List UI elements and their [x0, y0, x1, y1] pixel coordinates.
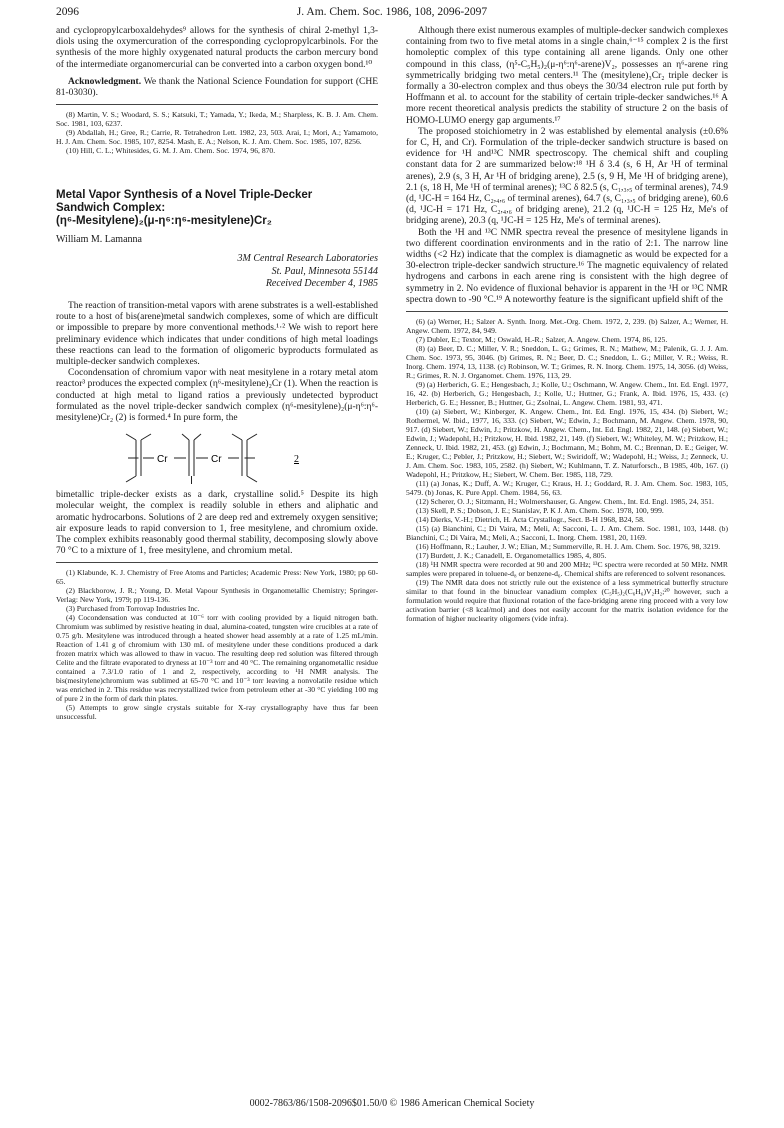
footnote: (5) Attempts to grow single crystals suitable for X-ray crystallography have thus far been unsuccessful.: [56, 703, 378, 722]
title-line: Metal Vapor Synthesis of a Novel Triple-Decker: [56, 189, 313, 202]
triple-decker-structure-drawing: [116, 430, 336, 486]
page-number: 2096: [56, 6, 79, 18]
ack-text: We thank the National Science Foundation for support (CHE 81-03030).: [56, 76, 378, 99]
received-date: Received December 4, 1985: [265, 278, 378, 290]
journal-line: J. Am. Chem. Soc. 1986, 108, 2096-2097: [296, 6, 488, 18]
footnote: (15) (a) Bianchini, C.; Di Vaira, M.; Meli, A; Sacconi, L. J. Am. Chem. Soc. 1981, 103, 1448. (b) Bianchini, C.; Di Vaira, M.; Meli, A.; Sacconi, L. Inorg. Chem. 1981, 20, 1169.: [406, 524, 728, 543]
body-paragraph: The proposed stoichiometry in 2 was established by elemental analysis (±0.6% for C, H, and Cr). Formulation of the triple-decker sandwich structure is based on evidence for ¹H and¹³C NMR spectroscopy. The chemical shift and coupling constant data for 2 are summarized below:¹⁸ ¹H δ 3.4 (s, 6 H, Ar ¹H of terminal arenes), 2.9 (s, 3 H, Ar ¹H of bridging arene), 2.5 (s, 9 H, Me ¹H of bridging arene), 2.1 (s, 18 H, Me ¹H of terminal arenes); ¹³C δ 82.5 (s, C₁,₃,₅ of terminal arenes), 74.9 (d, ¹JC-H = 164 Hz, C₂,₄,₆ of terminal arenes), 64.7 (s, C₁,₃,₅ of bridging arene), 60.6 (d, ¹JC-H = 171 Hz, C₂,₄,₆ of bridging arene), 21.2 (q, ¹JC-H = 125 Hz, Me's of bridging arene), 20.3 (q, ¹JC-H = 125 Hz, Me's of terminal arenes).: [406, 126, 728, 227]
footnotes-bottom: [56, 568, 378, 721]
footnote: (11) (a) Jonas, K.; Duff, A. W.; Kruger, C.; Kraus, H. J.; Goddard, R. J. Am. Chem. Soc. 1983, 105, 5479. (b) Jonas, K. Pure Appl. Chem. 1984, 56, 63.: [406, 479, 728, 498]
chemical-structure: [56, 430, 378, 486]
footnote-rule: [56, 104, 378, 105]
footnote-rule: [56, 562, 378, 563]
title-line: Sandwich Complex:: [56, 202, 166, 215]
author-name: William M. Lamanna: [56, 234, 142, 246]
footnote: (8) Martin, V. S.; Woodard, S. S.; Katsuki, T.; Yamada, Y.; Ikeda, M.; Sharpless, K. B. J. Am. Chem. Soc. 1981, 103, 6237.: [56, 110, 378, 129]
footnote: (8) (a) Beer, D. C.; Miller, V. R.; Sneddon, L. G.; Grimes, R. N.; Mathew, M.; Palenik, G. J. J. Am. Chem. Soc. 1973, 95, 3046. (b) Grimes, R. N.; Beer, D. C.; Sneddon, L. G.; Miller, V. R.; Weiss, R. Inorg. Chem. 1974, 13, 1138. (c) Robinson, W. T.; Grimes, R. N. Inorg. Chem. 1975, 14, 3056. (d) Weiss, R.; Grimes, R. N. J. Organomet. Chem. 1976, 113, 29.: [406, 344, 728, 381]
ack-heading: Acknowledgment.: [68, 76, 142, 87]
footnote: (2) Blackborow, J. R.; Young, D. Metal Vapour Synthesis in Organometallic Chemistry; Springer-Verlag: New York, 1979; pp 119-136.: [56, 586, 378, 605]
footnote: (10) Hill, C. L.; Whitesides, G. M. J. Am. Chem. Soc. 1974, 96, 870.: [66, 146, 276, 156]
footnote: (19) The NMR data does not strictly rule out the existence of a less symmetrical butterfly structure similar to that found in the binuclear vanadium complex (C₅H₅)₂(C₆H₆)V₂H₂;²⁰ however, such a formulation would require that fluxional rotation of the face-bridging arene ring proceed with a very low activation barrier (<8 kcal/mol) and does not easily account for the matrix isolation evidence for the formation of higher nuclearity oligomers (vide infra).: [406, 578, 728, 624]
right-column: [406, 26, 728, 623]
footnote: (9) (a) Herberich, G. E.; Hengesbach, J.; Kolle, U.; Oschmann, W. Angew. Chem., Int. Ed. Engl. 1977, 16, 42. (b) Herberich, G.; Hengesbach, J.; Kolle, U.; Huttner, G.; Frank, A. Ibid. 1976, 15, 433. (c) Herberich, G. E.; Hessner, B.; Huttner, G.; Zsolnai, L. Angew. Chem. 1981, 93, 471.: [406, 380, 728, 408]
footnote: (1) Klabunde, K. J. Chemistry of Free Atoms and Particles; Academic Press: New York, 1980; pp 60-65.: [56, 568, 378, 587]
footnote: (18) ¹H NMR spectra were recorded at 90 and 200 MHz; ¹³C spectra were recorded at 50 MHz. NMR samples were prepared in toluene-d₈ or benzene-d₆. Chemical shifts are referenced to solvent resonances.: [406, 560, 728, 579]
left-column: [56, 26, 378, 721]
compound-number-label: 2: [294, 454, 299, 466]
footnote: (14) Dierks, V.-H.; Dietrich, H. Acta Crystallogr., Sect. B-H 1968, B24, 58.: [416, 515, 645, 525]
footnote: (13) Skell, P. S.; Dobson, J. E.; Stanislav, P. K J. Am. Chem. Soc. 1978, 100, 999.: [416, 506, 664, 516]
footnote-rule: [406, 311, 728, 312]
article-title: [56, 189, 378, 228]
footnote: (12) Scherer, O. J.; Sitzmann, H.; Wolmershauser, G. Angew. Chem., Int. Ed. Engl. 1985, 24, 351.: [416, 497, 714, 507]
body-paragraph: The reaction of transition-metal vapors with arene substrates is a well-established route to a host of bis(arene)metal sandwich complexes, some of which are difficult or impossible to prepare by more conventional methods.¹·² We wish to report here preliminary evidence which indicates that under conditions of high metal loadings these reactions can lead to the formation of oligomeric byproducts formulated as multiple-decker sandwich complexes.: [56, 300, 378, 367]
page-header: [56, 6, 728, 22]
body-paragraph: bimetallic triple-decker exists as a dark, crystalline solid.⁵ Despite its high molecular weight, the complex is readily soluble in ethers and aliphatic and aromatic hydrocarbons. Solutions of 2 are deep red and extremely oxygen sensitive; air exposure leads to rapid conversion to 1, free mesitylene, and chromium oxide. The complex exhibits reasonably good thermal stability, decomposing slowly above 70 °C to a mixture of 1, free mesitylene, and chromium metal.: [56, 490, 378, 557]
body-paragraph: Cocondensation of chromium vapor with neat mesitylene in a rotary metal atom reactor³ produces the expected complex (η⁶-mesitylene)₂Cr (1). When the reaction is conducted at high metal to ligand ratios a previously undetected byproduct formulated as the novel triple-decker sandwich complex (η⁶-mesitylene)₂(μ-η⁶:η⁶-mesitylene)Cr₂ (2) is formed.⁴ In pure form, the: [56, 368, 378, 423]
footnote: (9) Abdallah, H.; Gree, R.; Carrie, R. Tetrahedron Lett. 1982, 23, 503. Arai, I.; Mori, A.; Yamamoto, H. J. Am. Chem. Soc. 1985, 107, 8254. Mash, E. A.; Nelson, K. J. Am. Chem. Soc. 1985, 107, 8256.: [56, 128, 378, 147]
footnote: (17) Burdett, J. K.; Canadell, E. Organometallics 1985, 4, 805.: [416, 551, 607, 561]
affiliation-line: 3M Central Research Laboratories: [237, 253, 378, 265]
title-line: (η⁶-Mesitylene)₂(μ-η⁶:η⁶-mesitylene)Cr₂: [56, 215, 272, 228]
footnote: (10) (a) Siebert, W.; Kinberger, K. Angew. Chem., Int. Ed. Engl. 1976, 15, 434. (b) Siebert, W.; Rothermel, W. Ibid., 1977, 16, 333. (c) Siebert, W.; Edwin, J.; Bochmann, M. Angew. Chem. 1978, 90, 917. (d) Siebert, W.; Edwin, J.; Pritzkow, H. Angew. Chem., Int. Ed. Engl. 1982, 21, 148. (e) Siebert, W.; Edwin, J.; Wadepohl, H.; Pritzkow, H. Ibid. 1982, 21, 149. (f) Siebert, W.; Whiteley, M. W.; Pritzkow, H.; Zenneck, U. Ibid. 1982, 21, 453. (g) Edwin, J.; Bochmann, M.; Bohm, M. C.; Brennan, D. E.; Geiger, W. E.; Kruger, C.; Pebler, J.; Pritzkow, H.; Siebert, W.; Swiridoff, W.; Wadepohl, H.; Weiss, J.; Zenneck, U. J. Am. Chem. Soc. 1983, 105, 2582. (h) Siebert, W.; Kuhlmann, T. Z. Naturforsch., B 1985, 40b, 167. (i) Wadepohl, H.; Pritzkow, H.; Siebert, W. Chem. Ber. 1985, 118, 729.: [406, 407, 728, 480]
footnote: (16) Hoffmann, R.; Lauher, J. W.; Elian, M.; Summerville, R. H. J. Am. Chem. Soc. 1976, 98, 3219.: [416, 542, 721, 552]
footnote: (6) (a) Werner, H.; Salzer A. Synth. Inorg. Met.-Org. Chem. 1972, 2, 239. (b) Salzer, A.; Werner, H. Angew. Chem. 1972, 84, 949.: [406, 317, 728, 336]
footnotes-right: [406, 317, 728, 623]
affiliation-line: St. Paul, Minnesota 55144: [271, 265, 378, 277]
footnotes-top: [56, 110, 378, 155]
continued-paragraph: and cyclopropylcarboxaldehydes⁹ allows for the synthesis of chiral 2-methyl 1,3-diols using the oxymercuration of the corresponding cyclopropylcarbinols. For the synthesis of the more highly oxygenated natural products the carbon mercury bond of the intermediate organomercurial can be converted into a carbon oxygen bond.¹⁰: [56, 26, 378, 70]
chromium-atom-label: Cr: [157, 454, 168, 466]
copyright-footer: 0002-7863/86/1508-2096$01.50/0 © 1986 American Chemical Society: [249, 1098, 535, 1109]
chromium-atom-label: Cr: [211, 454, 222, 466]
affiliation: [56, 253, 378, 291]
acknowledgment: [56, 77, 378, 99]
footnote: (3) Purchased from Torrovap Industries Inc.: [66, 604, 200, 614]
body-paragraph: Although there exist numerous examples of multiple-decker sandwich complexes containing from two to five metal atoms in a single chain,⁶⁻¹⁵ complex 2 is the first homoleptic complex of this type containing all arene ligands. Only one other compound in this class, (η⁵-C₅H₅)₂(μ-η⁶:η⁶-arene)V₂, possesses an η⁶-arene ring symmetrically bridging two metal centers.¹¹ The (mesitylene)₃Cr₂ triple decker is formally a 30-electron complex and thus obeys the 30/34 electron rule put forth by Hoffmann et al. to account for the stability of certain triple-decker sandwiches.¹⁶ A more recent theoretical analysis predicts the stability of structure 2 on the basis of HOMO-LUMO energy gap arguments.¹⁷: [406, 26, 728, 126]
body-paragraph: Both the ¹H and ¹³C NMR spectra reveal the presence of mesitylene ligands in two different coordination environments and in the ratio of 2:1. The narrow line widths (<2 Hz) indicate that the complex is diamagnetic as would be expected for a 30-electron triple-decker sandwich structure.¹⁶ The magnetic equivalency of related hydrogens and carbons in each arene ring is consistent with the high degree of symmetry in 2. No evidence of fluxional behavior is apparent in the ¹H or ¹³C NMR spectra down to -90 °C.¹⁹ A noteworthy feature is the significant upfield shift of the: [406, 227, 728, 305]
footnote: (7) Dubler, E.; Textor, M.; Oswald, H.-R.; Salzer, A. Angew. Chem. 1974, 86, 125.: [416, 335, 668, 345]
footnote: (4) Cocondensation was conducted at 10⁻⁶ torr with cooling provided by a liquid nitrogen bath. Chromium was sublimed by resistive heating in dual, alumina-coated, tungsten wire crucibles at a rate of 0.75 g/h. Mesitylene was introduced through a heated shower head assembly at a rate of 1.25 mL/min. Reaction of 1.41 g of chromium with 130 mL of mesitylene under these conditions produced a dark frozen matrix which was allowed to thaw in vacuo. The resulting deep red solution was filtered through Celite and the filtrate evaporated to dryness at 10⁻³ torr and 40 °C. The remaining organometallic residue contained a 7.3/1.0 ratio of 1 and 2, respectively, according to ¹H NMR analysis. The bis(mesitylene)chromium was sublimed at 65-70 °C and 10⁻³ torr leaving a nonvolatile residue which was enriched in 2. This residue was recrystallized twice from petroleum ether at -30 °C yielding 100 mg of pure 2 in the form of dark thin plates.: [56, 613, 378, 704]
